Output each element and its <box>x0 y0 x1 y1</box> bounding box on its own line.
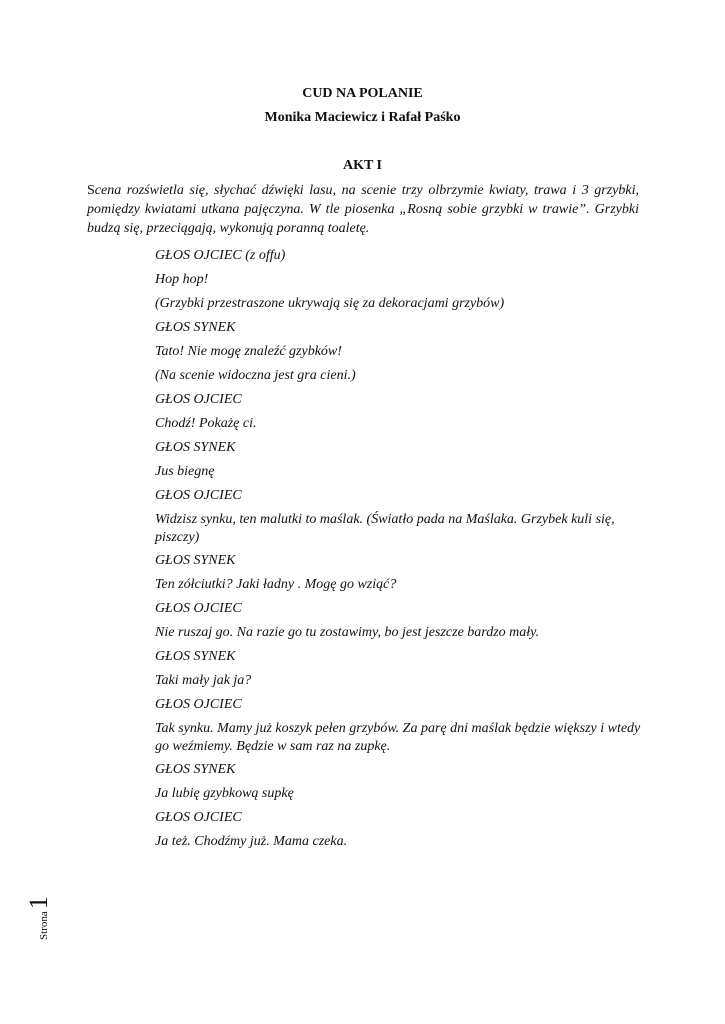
dialogue-line: GŁOS SYNEK <box>155 649 236 664</box>
act-heading: AKT I <box>342 158 383 173</box>
dialogue-line: GŁOS OJCIEC <box>155 392 242 407</box>
dialogue-line: Widzisz synku, ten malutki to maślak. (Światło pada na Maślaka. Grzybek kuli się, piszczy) <box>155 512 615 545</box>
stage-direction-intro <box>87 181 639 238</box>
dialogue-line: Chodź! Pokażę ci. <box>155 416 257 431</box>
dialogue-line: Hop hop! <box>155 272 209 287</box>
dialogue-line: (Na scenie widoczna jest gra cieni.) <box>155 368 356 383</box>
page-word: Strona <box>38 911 50 940</box>
play-authors: Monika Maciewicz i Rafał Paśko <box>264 110 461 125</box>
dialogue-line: Nie ruszaj go. Na razie go tu zostawimy, bo jest jeszcze bardzo mały. <box>155 625 540 640</box>
dialogue-line: GŁOS OJCIEC (z offu) <box>155 248 286 263</box>
page-number-label <box>24 880 64 940</box>
dialogue-line: GŁOS OJCIEC <box>155 697 242 712</box>
dialogue-line: GŁOS SYNEK <box>155 320 236 335</box>
dialogue-line: GŁOS OJCIEC <box>155 488 242 503</box>
dialogue-line: Ja lubię gzybkową supkę <box>155 786 294 801</box>
dialogue-line: GŁOS SYNEK <box>155 440 236 455</box>
page-number: 1 <box>24 896 53 910</box>
dialogue-line: Ja też. Chodźmy już. Mama czeka. <box>155 834 348 849</box>
intro-first-letter: S <box>87 183 95 198</box>
dialogue-line: Tak synku. Mamy już koszyk pełen grzybów. Za parę dni maślak będzie większy i wtedy go weźmiemy. Będzie w sam raz na zupkę. <box>155 721 641 754</box>
dialogue-line: GŁOS SYNEK <box>155 553 236 568</box>
dialogue-line: Ten zółciutki? Jaki ładny . Mogę go wziąć? <box>155 577 397 592</box>
dialogue-line: GŁOS OJCIEC <box>155 601 242 616</box>
dialogue-list <box>155 247 642 857</box>
dialogue-line: Tato! Nie mogę znaleźć gzybków! <box>155 344 342 359</box>
dialogue-line: (Grzybki przestraszone ukrywają się za dekoracjami grzybów) <box>155 296 505 311</box>
dialogue-line: Taki mały jak ja? <box>155 673 252 688</box>
dialogue-line: Jus biegnę <box>155 464 215 479</box>
dialogue-line: GŁOS SYNEK <box>155 762 236 777</box>
intro-text: cena rozświetla się, słychać dźwięki lasu, na scenie trzy olbrzymie kwiaty, trawa i 3 grzybki, pomiędzy kwiatami utkana pajęczyna. W tle piosenka „Rosną sobie grzybki w trawie”. Grzybki budzą się, przeciągają, wykonują poranną toaletę. <box>87 183 639 236</box>
dialogue-line: GŁOS OJCIEC <box>155 810 242 825</box>
play-title: CUD NA POLANIE <box>302 86 423 101</box>
